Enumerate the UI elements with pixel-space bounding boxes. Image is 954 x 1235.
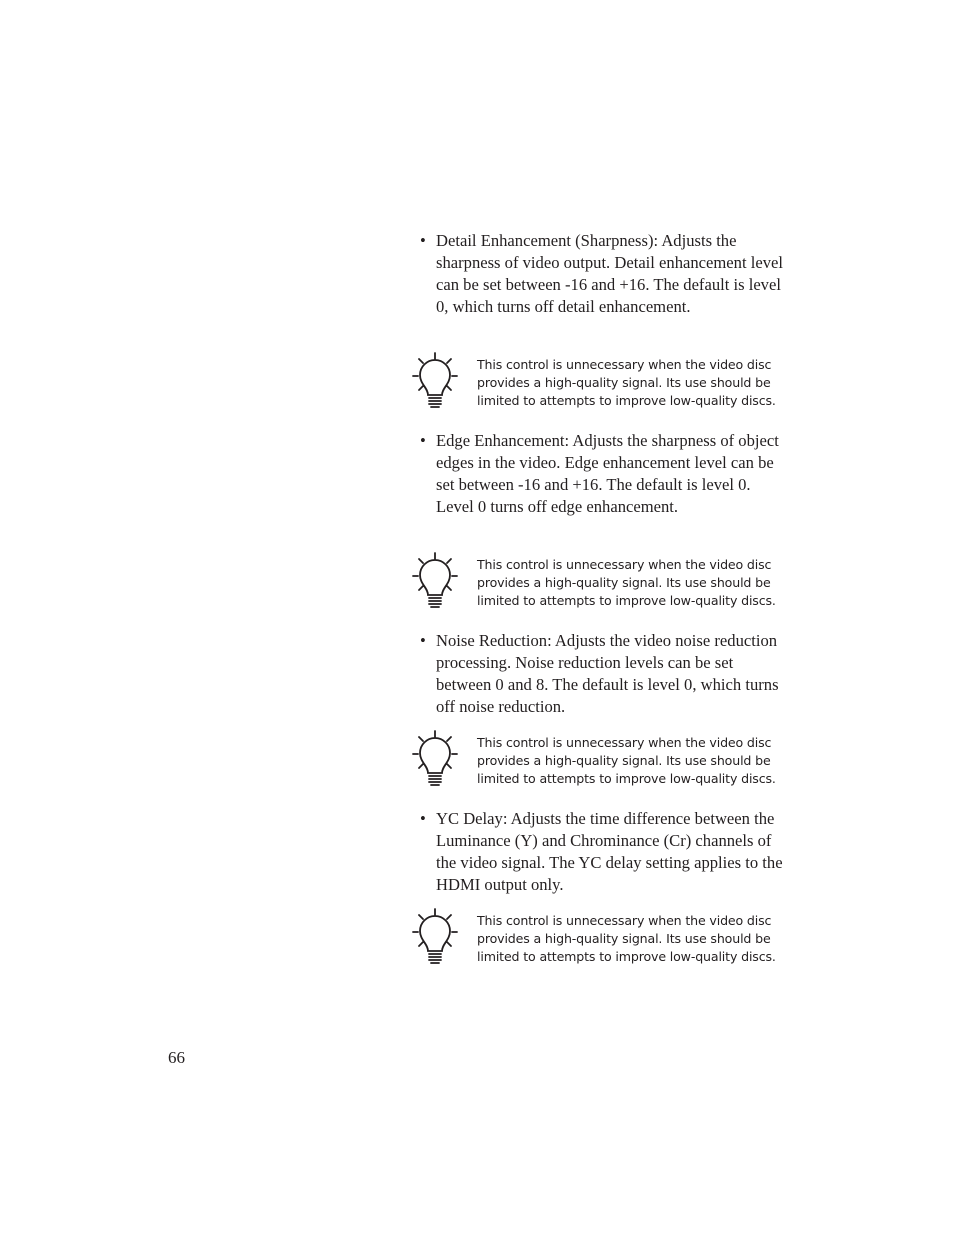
bullet-marker: • (420, 631, 426, 650)
tip-text: This control is unnecessary when the video disc provides a high-quality signal. Its use should be limited to attempts to improve low-quality discs. (477, 557, 776, 609)
item-text: Edge Enhancement: Adjusts the sharpness of object edges in the video. Edge enhancement level can be set between -16 and +16. The default is level 0. Level 0 turns off edge enhancement. (436, 431, 779, 516)
tip-note (410, 912, 790, 972)
lightbulb-icon (410, 352, 460, 412)
bullet-marker: • (420, 431, 426, 450)
list-item (420, 630, 790, 718)
tip-text: This control is unnecessary when the video disc provides a high-quality signal. Its use should be limited to attempts to improve low-quality discs. (477, 735, 776, 787)
list-item (420, 808, 790, 896)
tip-note (410, 556, 790, 616)
list-item (420, 430, 790, 518)
bullet-marker: • (420, 809, 426, 828)
lightbulb-icon (410, 730, 460, 790)
item-text: Noise Reduction: Adjusts the video noise reduction processing. Noise reduction levels can be set between 0 and 8. The default is level 0, which turns off noise reduction. (436, 631, 779, 716)
tip-text: This control is unnecessary when the video disc provides a high-quality signal. Its use should be limited to attempts to improve low-quality discs. (477, 357, 776, 409)
tip-text: This control is unnecessary when the video disc provides a high-quality signal. Its use should be limited to attempts to improve low-quality discs. (477, 913, 776, 965)
tip-note (410, 734, 790, 794)
bullet-marker: • (420, 231, 426, 250)
page-number: 66 (168, 1048, 185, 1067)
tip-note (410, 356, 790, 416)
item-text: YC Delay: Adjusts the time difference between the Luminance (Y) and Chrominance (Cr) channels of the video signal. The YC delay setting applies to the HDMI output only. (436, 809, 783, 894)
list-item (420, 230, 790, 318)
lightbulb-icon (410, 908, 460, 968)
item-text: Detail Enhancement (Sharpness): Adjusts the sharpness of video output. Detail enhancement level can be set between -16 and +16. The default is level 0, which turns off detail enhancement. (436, 231, 783, 316)
lightbulb-icon (410, 552, 460, 612)
